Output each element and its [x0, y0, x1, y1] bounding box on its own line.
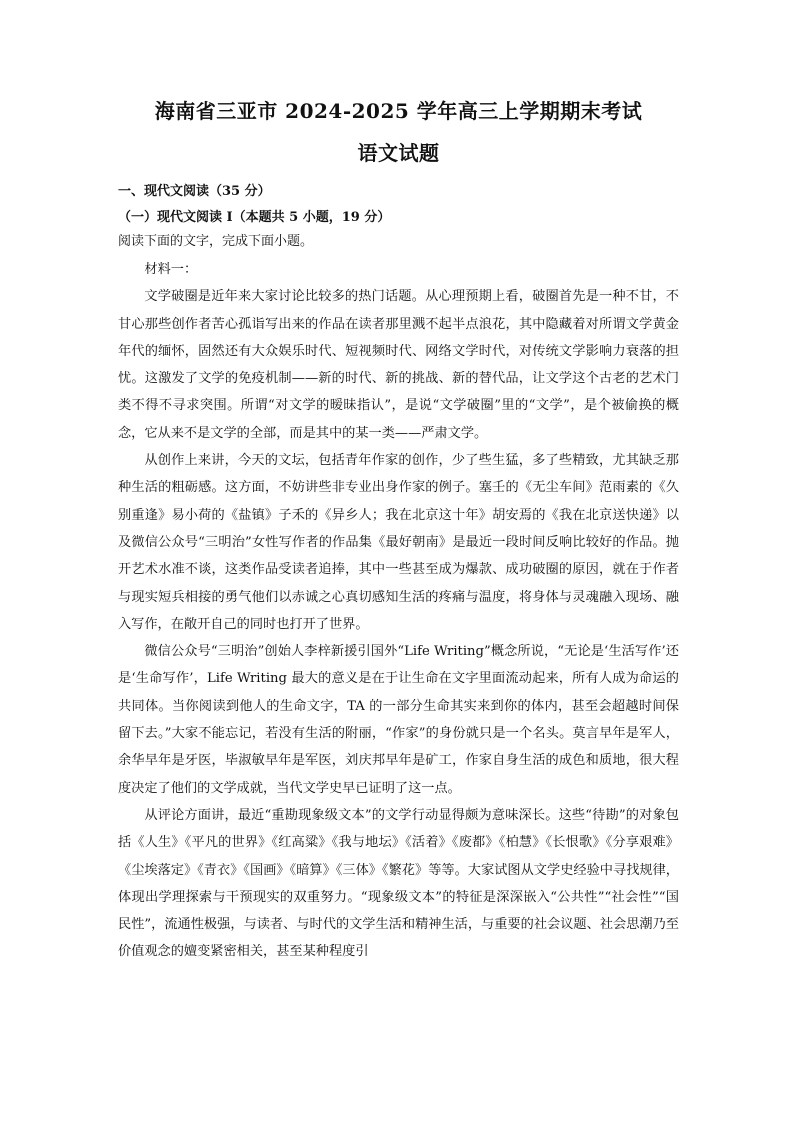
document-title: 海南省三亚市 2024-2025 学年高三上学期期末考试: [154, 99, 643, 123]
body-paragraph: 文学破圈是近年来大家讨论比较多的热门话题。从心理预期上看，破圈首先是一种不甘，不甘心那些创作者苦心孤诣写出来的作品在读者那里溅不起半点浪花，其中隐藏着对所谓文学黄金年代的缅怀，固然还有大众娱乐时代、短视频时代、网络文学时代，对传统文学影响力衰落的担忧。这激发了文学的免疫机制——新的时代、新的挑战、新的替代品，让文学这个古老的艺术门类不得不寻求突围。所谓“对文学的暧昧指认”，是说“文学破圈”里的“文学”，是个被偷换的概念，它从来不是文学的全部，而是其中的某一类——严肃文学。: [118, 289, 679, 441]
reading-instruction: 阅读下面的文字，完成下面小题。: [118, 234, 314, 249]
section-heading: 一、现代文阅读（35 分）: [118, 184, 271, 199]
subsection-heading: （一）现代文阅读 I（本题共 5 小题，19 分）: [118, 210, 391, 225]
body-paragraph: 从评论方面讲，最近“重勘现象级文本”的文学行动显得颇为意味深长。这些“待勘”的对象包括《人生》《平凡的世界》《红高粱》《我与地坛》《活着》《废都》《柏慧》《长恨歌》《分享艰难》《尘埃落定》《青衣》《国画》《暗算》《三体》《繁花》等等。大家试图从文学史经验中寻找规律，体现出学理探索与干预现实的双重努力。“现象级文本”的特征是深深嵌入“公共性”“社会性”“国民性”，流通性极强，与读者、与时代的文学生活和精神生活，与重要的社会议题、社会思潮乃至价值观念的嬗变紧密相关，甚至某种程度引: [118, 807, 679, 960]
material-label: 材料一：: [144, 262, 198, 277]
body-paragraph: 从创作上来讲，今天的文坛，包括青年作家的创作，少了些生猛，多了些精致，尤其缺乏那种生活的粗砺感。这方面，不妨讲些非专业出身作家的例子。塞壬的《无尘车间》范雨素的《久别重逢》易小荷的《盐镇》子禾的《异乡人；我在北京这十年》胡安焉的《我在北京送快递》以及微信公众号“三明治”女性写作者的作品集《最好朝南》是最近一段时间反响比较好的作品。抛开艺术水准不谈，这类作品受读者追捧，其中一些甚至成为爆款、成功破圈的原因，就在于作者与现实短兵相接的勇气他们以赤诚之心真切感知生活的疼痛与温度，将身体与灵魂融入现场、融入写作，在敞开自己的同时也打开了世界。: [118, 453, 679, 632]
body-paragraph: 微信公众号“三明治”创始人李梓新援引国外“Life Writing”概念所说，“无论是‘生活写作’还是‘生命写作’，Life Writing 最大的意义是在于让生命在文字里面流动起来，所有人成为命运的共同体。当你阅读到他人的生命文字，TA 的一部分生命其实来到你的体内，甚至会超越时间保留下去。”大家不能忘记，若没有生活的附丽，“作家”的身份就只是一个名头。莫言早年是军人，余华早年是牙医，毕淑敏早年是军医，刘庆邦早年是矿工，作家自身生活的成色和质地，很大程度决定了他们的文学成就，当代文学史早已证明了这一点。: [118, 644, 679, 796]
document-subject: 语文试题: [357, 141, 440, 165]
